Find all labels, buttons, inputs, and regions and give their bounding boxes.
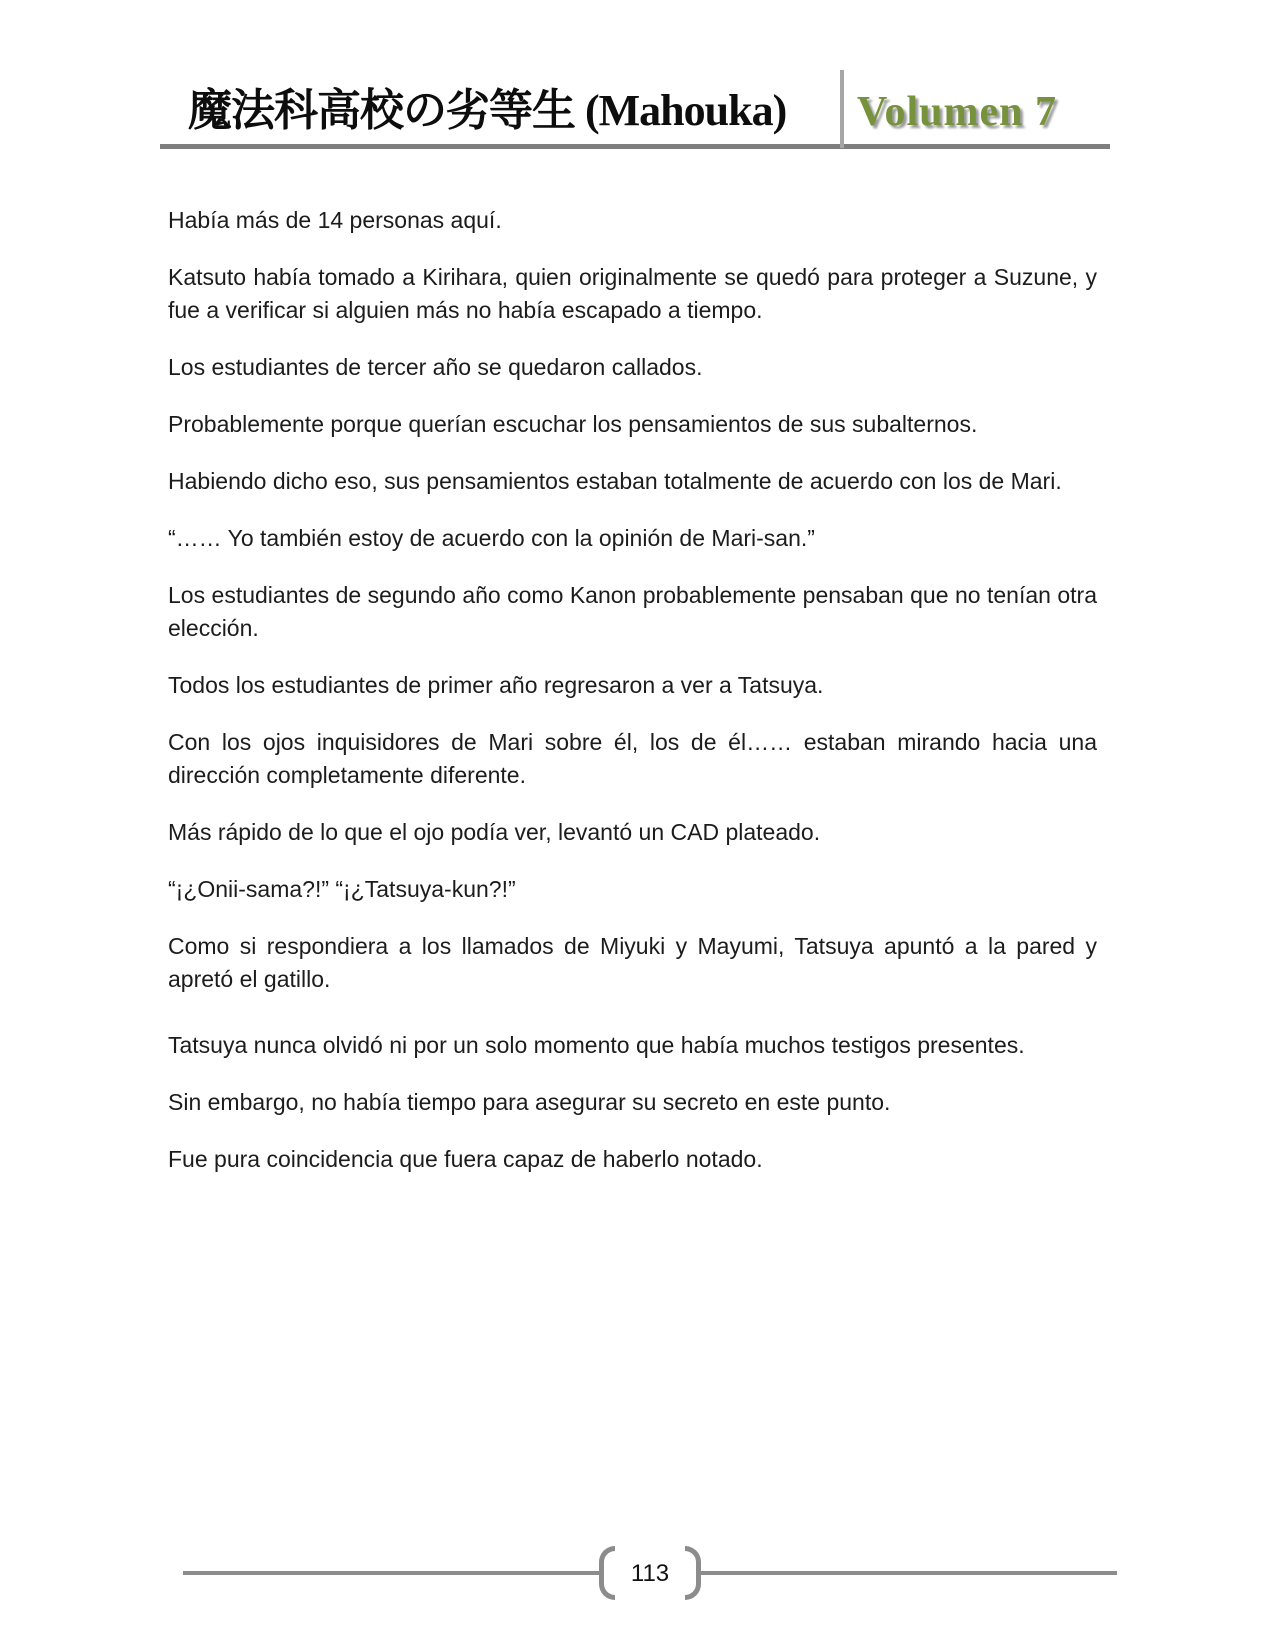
paragraph: Todos los estudiantes de primer año regresaron a ver a Tatsuya. <box>168 672 824 698</box>
paragraph: Habiendo dicho eso, sus pensamientos estaban totalmente de acuerdo con los de Mari. <box>168 468 1062 494</box>
header-rule <box>160 144 1110 149</box>
paragraph: Como si respondiera a los llamados de Miyuki y Mayumi, Tatsuya apuntó a la pared y apretó el gatillo. <box>168 933 1097 992</box>
page-header <box>160 64 1110 149</box>
volume-label: Volumen 7 <box>857 89 1057 135</box>
footer-line-right <box>701 1571 1117 1575</box>
paragraph: Más rápido de lo que el ojo podía ver, levantó un CAD plateado. <box>168 819 821 845</box>
page-number-bracket-left-icon <box>599 1546 615 1600</box>
paragraph: “¡¿Onii-sama?!” “¡¿Tatsuya-kun?!” <box>168 876 516 902</box>
paragraph: Los estudiantes de segundo año como Kanon probablemente pensaban que no tenían otra elección. <box>168 582 1097 641</box>
header-divider-bar <box>840 70 844 148</box>
paragraph: Había más de 14 personas aquí. <box>168 207 502 233</box>
body-text <box>168 204 1097 1200</box>
page-number: 113 <box>630 1560 670 1587</box>
paragraph: Sin embargo, no había tiempo para asegurar su secreto en este punto. <box>168 1089 891 1115</box>
paragraph: Con los ojos inquisidores de Mari sobre él, los de él…… estaban mirando hacia una dirección completamente diferente. <box>168 729 1097 788</box>
paragraph: Probablemente porque querían escuchar los pensamientos de sus subalternos. <box>168 411 978 437</box>
paragraph: Fue pura coincidencia que fuera capaz de haberlo notado. <box>168 1146 763 1172</box>
paragraph: Los estudiantes de tercer año se quedaron callados. <box>168 354 703 380</box>
paragraph: Tatsuya nunca olvidó ni por un solo momento que había muchos testigos presentes. <box>168 1032 1025 1058</box>
page-number-bracket-right-icon <box>685 1546 701 1600</box>
paragraph: “…… Yo también estoy de acuerdo con la opinión de Mari-san.” <box>168 525 815 551</box>
header-row <box>160 64 1110 144</box>
page-footer <box>183 1544 1117 1602</box>
paragraph: Katsuto había tomado a Kirihara, quien originalmente se quedó para proteger a Suzune, y fue a verificar si alguien más no había escapado a tiempo. <box>168 264 1097 323</box>
book-title: 魔法科高校の劣等生 (Mahouka) <box>188 86 787 135</box>
footer-line-left <box>183 1571 599 1575</box>
